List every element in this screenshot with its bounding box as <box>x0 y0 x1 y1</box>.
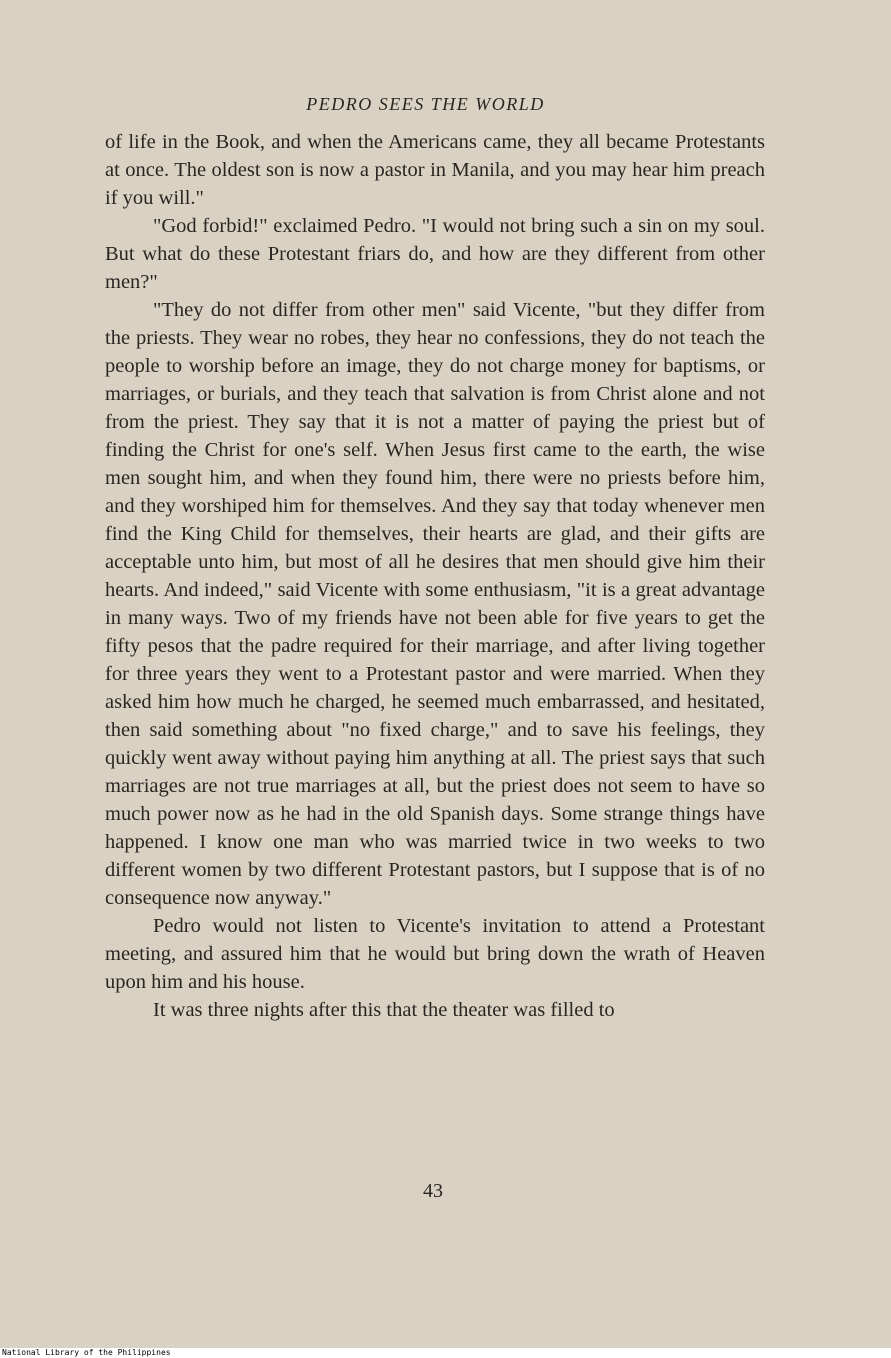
page-number: 43 <box>423 1180 443 1202</box>
paragraph-continuation: of life in the Book, and when the Americans came, they all became Protestants at once. The oldest son is now a pastor in Manila, and you may hear him preach if you will." <box>105 131 765 209</box>
paragraph: Pedro would not listen to Vicente's invitation to attend a Protestant meeting, and assured him that he would but bring down the wrath of Heaven upon him and his house. <box>105 915 765 993</box>
paragraph: "They do not differ from other men" said Vicente, "but they differ from the priests. They wear no robes, they hear no confessions, they do not teach the people to worship before an image, they do not charge money for baptisms, or marriages, or burials, and they teach that salvation is from Christ alone and not from the priest. They say that it is not a matter of paying the priest but of finding the Christ for one's self. When Jesus first came to the earth, the wise men sought him, and when they found him, there were no priests before him, and they worshiped him for themselves. And they say that today whenever men find the King Child for themselves, their hearts are glad, and their gifts are acceptable unto him, but most of all he desires that men should give him their hearts. And indeed," said Vicente with some enthusiasm, "it is a great advantage in many ways. Two of my friends have not been able for five years to get the fifty pesos that the padre required for their marriage, and after living together for three years they went to a Protestant pastor and were married. When they asked him how much he charged, he seemed much embarrassed, and hesitated, then said something about "no fixed charge," and to save his feelings, they quickly went away without paying him anything at all. The priest says that such marriages are not true marriages at all, but the priest does not seem to have so much power now as he had in the old Spanish days. Some strange things have happened. I know one man who was married twice in two weeks to two different women by two different Protestant pastors, but I suppose that is of no consequence now anyway." <box>105 299 765 909</box>
paragraph: It was three nights after this that the theater was filled to <box>153 999 615 1021</box>
running-header: PEDRO SEES THE WORLD <box>306 94 545 114</box>
paragraph: "God forbid!" exclaimed Pedro. "I would not bring such a sin on my soul. But what do these Protestant friars do, and how are they different from other men?" <box>105 215 765 293</box>
page-body <box>105 128 765 1024</box>
footer-credit: National Library of the Philippines <box>0 1348 891 1358</box>
